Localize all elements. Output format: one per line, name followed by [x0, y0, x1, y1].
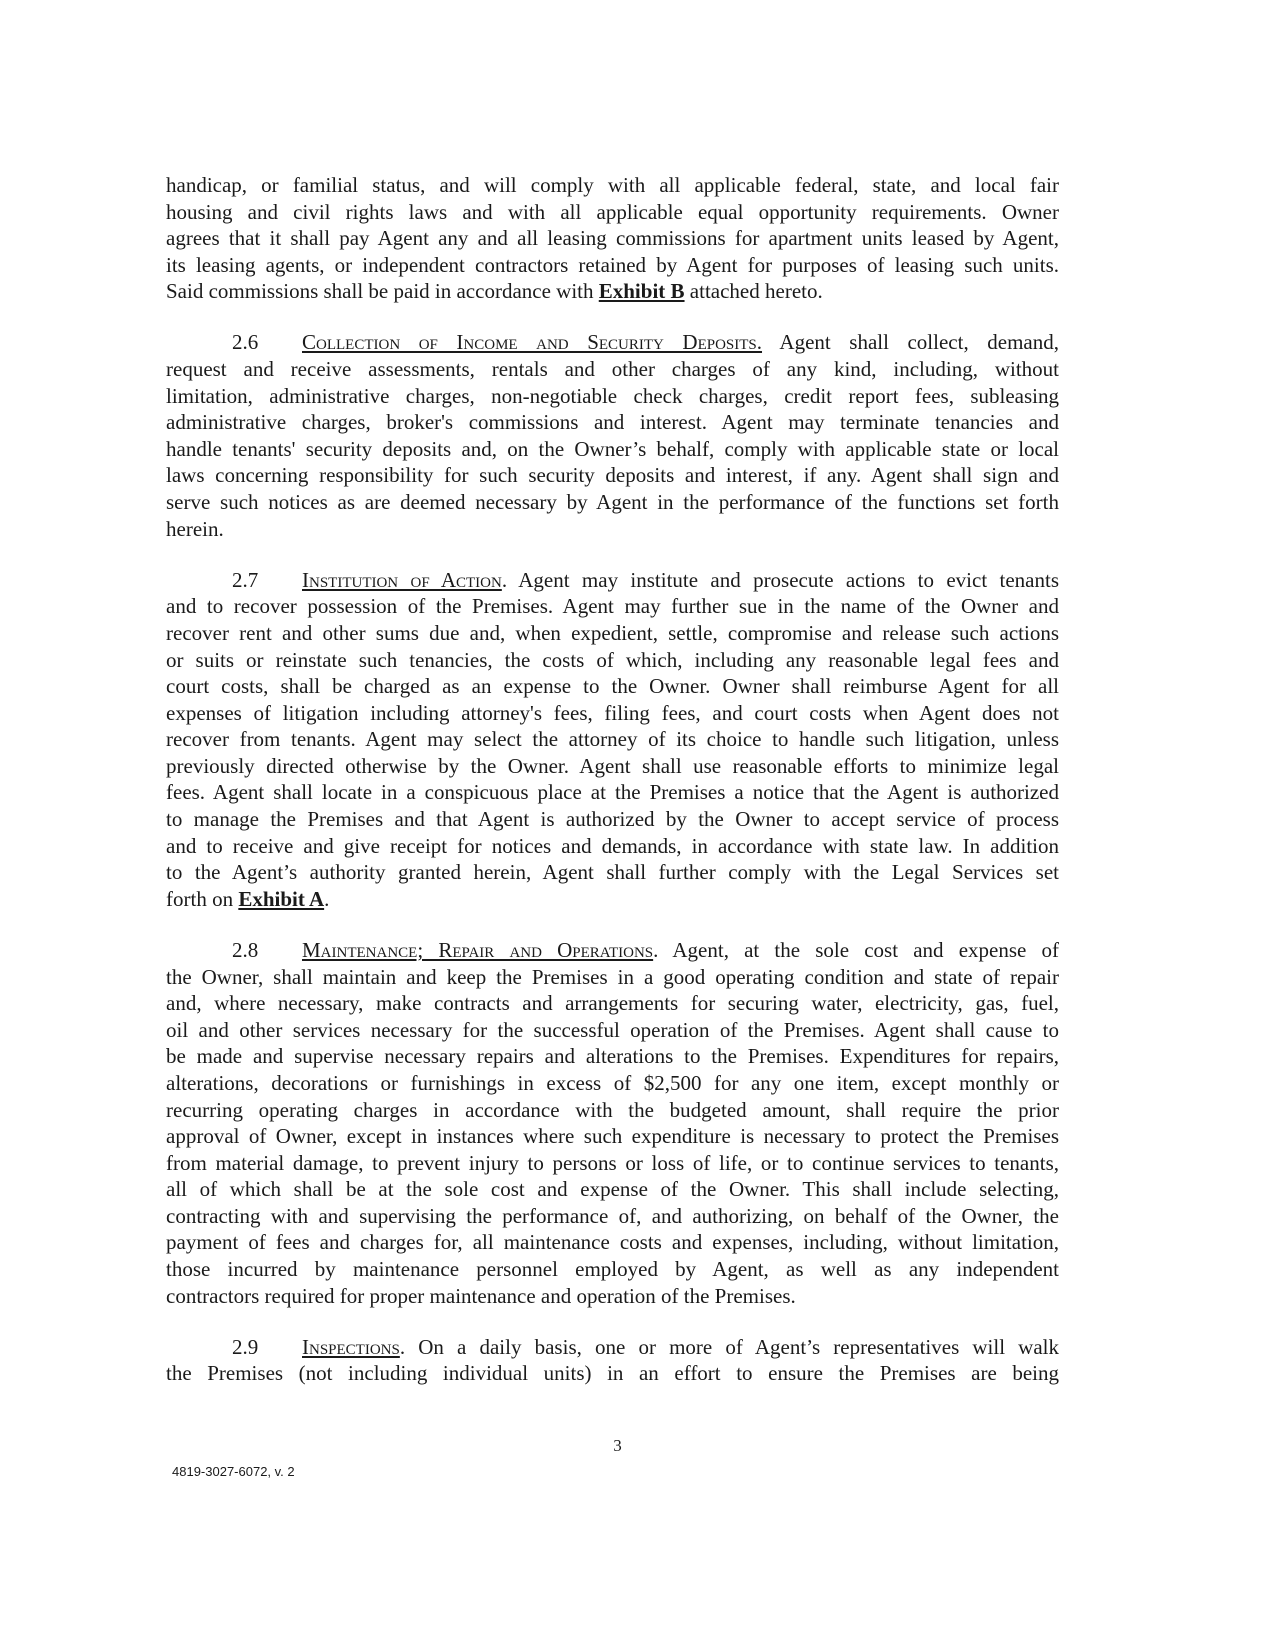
text-line: all of which shall be at the sole cost and expense of the Owner. This shall include selecting, — [166, 1177, 1059, 1202]
text-line: fees. Agent shall locate in a conspicuous place at the Premises a notice that the Agent is authorized — [166, 780, 1059, 805]
paragraph — [166, 329, 1059, 542]
text-line — [166, 1334, 1059, 1361]
document-body — [166, 172, 1059, 1411]
paragraph — [166, 567, 1059, 913]
section-heading: Maintenance; Repair and Operations — [302, 937, 654, 962]
text-line: court costs, shall be charged as an expense to the Owner. Owner shall reimburse Agent for all — [166, 674, 1059, 699]
text-line: housing and civil rights laws and with all applicable equal opportunity requirements. Owner — [166, 199, 1059, 224]
section-text: . Agent may institute and prosecute actions to evict tenants — [501, 567, 1059, 592]
text-line: and to recover possession of the Premises. Agent may further sue in the name of the Owner and — [166, 594, 1059, 619]
text-line: limitation, administrative charges, non-negotiable check charges, credit report fees, subleasing — [166, 383, 1059, 408]
text-line: and to receive and give receipt for notices and demands, in accordance with state law. In addition — [166, 833, 1059, 858]
text-line: or suits or reinstate such tenancies, the costs of which, including any reasonable legal fees and — [166, 647, 1059, 672]
text: forth on — [166, 886, 239, 911]
text-line: handicap, or familial status, and will comply with all applicable federal, state, and local fair — [166, 173, 1059, 197]
text-line: to the Agent’s authority granted herein, Agent shall further comply with the Legal Services set — [166, 860, 1059, 885]
document-id: 4819-3027-6072, v. 2 — [172, 1464, 295, 1479]
text-line: expenses of litigation including attorney's fees, filing fees, and court costs when Agent does not — [166, 700, 1059, 725]
paragraph — [166, 172, 1059, 305]
text-line: recover from tenants. Agent may select the attorney of its choice to handle such litigation, unless — [166, 727, 1059, 752]
text-line: herein. — [166, 516, 224, 541]
text-line: laws concerning responsibility for such security deposits and interest, if any. Agent shall sign and — [166, 463, 1059, 488]
text-line — [166, 886, 1059, 913]
text-line: recover rent and other sums due and, when expedient, settle, compromise and release such actions — [166, 620, 1059, 645]
paragraph — [166, 937, 1059, 1309]
text-line: contractors required for proper maintenance and operation of the Premises. — [166, 1283, 796, 1308]
section-text: . Agent, at the sole cost and expense of — [653, 937, 1059, 962]
text-line: the Owner, shall maintain and keep the Premises in a good operating condition and state of repair — [166, 964, 1059, 989]
text: attached hereto. — [684, 279, 823, 304]
text-line: contracting with and supervising the performance of, and authorizing, on behalf of the Owner, the — [166, 1203, 1059, 1228]
text: . — [324, 886, 330, 911]
text-line: previously directed otherwise by the Owner. Agent shall use reasonable efforts to minimize legal — [166, 753, 1059, 778]
text-line: agrees that it shall pay Agent any and all leasing commissions for apartment units leased by Agent, — [166, 226, 1059, 251]
text-line — [166, 329, 1059, 356]
text-line: and, where necessary, make contracts and arrangements for securing water, electricity, gas, fuel, — [166, 991, 1059, 1016]
paragraph — [166, 1334, 1059, 1387]
text-line: its leasing agents, or independent contractors retained by Agent for purposes of leasing such units. — [166, 252, 1059, 277]
section-number: 2.6 — [232, 330, 259, 355]
text-line — [166, 567, 1059, 594]
section-number: 2.7 — [232, 567, 259, 592]
text-line: approval of Owner, except in instances where such expenditure is necessary to protect the Premises — [166, 1124, 1059, 1149]
text-line: to manage the Premises and that Agent is authorized by the Owner to accept service of process — [166, 807, 1059, 832]
text-line: alterations, decorations or furnishings in excess of $2,500 for any one item, except monthly or — [166, 1070, 1059, 1095]
text-line: serve such notices as are deemed necessary by Agent in the performance of the functions set forth — [166, 490, 1059, 515]
section-text: . On a daily basis, one or more of Agent’s representatives will walk — [399, 1334, 1059, 1359]
exhibit-reference: Exhibit A — [238, 886, 325, 911]
text-line: be made and supervise necessary repairs and alterations to the Premises. Expenditures for repairs, — [166, 1044, 1059, 1069]
text-line: handle tenants' security deposits and, on the Owner’s behalf, comply with applicable state or local — [166, 436, 1059, 461]
text-line — [166, 937, 1059, 964]
section-number: 2.9 — [232, 1334, 259, 1359]
exhibit-reference: Exhibit B — [598, 279, 685, 304]
section-text: Agent shall collect, demand, — [762, 330, 1059, 355]
text: Said commissions shall be paid in accordance with — [166, 279, 599, 304]
text-line: the Premises (not including individual units) in an effort to ensure the Premises are being — [166, 1361, 1059, 1386]
page-number: 3 — [613, 1436, 622, 1455]
text-line: oil and other services necessary for the successful operation of the Premises. Agent shall cause to — [166, 1017, 1059, 1042]
section-heading: Inspections — [302, 1334, 400, 1359]
section-heading: Collection of Income and Security Deposits. — [302, 330, 763, 355]
text-line: from material damage, to prevent injury to persons or loss of life, or to continue services to tenants, — [166, 1150, 1059, 1175]
section-number: 2.8 — [232, 937, 259, 962]
text-line — [166, 278, 1059, 305]
text-line: administrative charges, broker's commissions and interest. Agent may terminate tenancies and — [166, 410, 1059, 435]
text-line: recurring operating charges in accordance with the budgeted amount, shall require the prior — [166, 1097, 1059, 1122]
text-line: request and receive assessments, rentals and other charges of any kind, including, without — [166, 357, 1059, 382]
text-line: payment of fees and charges for, all maintenance costs and expenses, including, without limitation, — [166, 1230, 1059, 1255]
text-line: those incurred by maintenance personnel employed by Agent, as well as any independent — [166, 1257, 1059, 1282]
section-heading: Institution of Action — [302, 567, 502, 592]
